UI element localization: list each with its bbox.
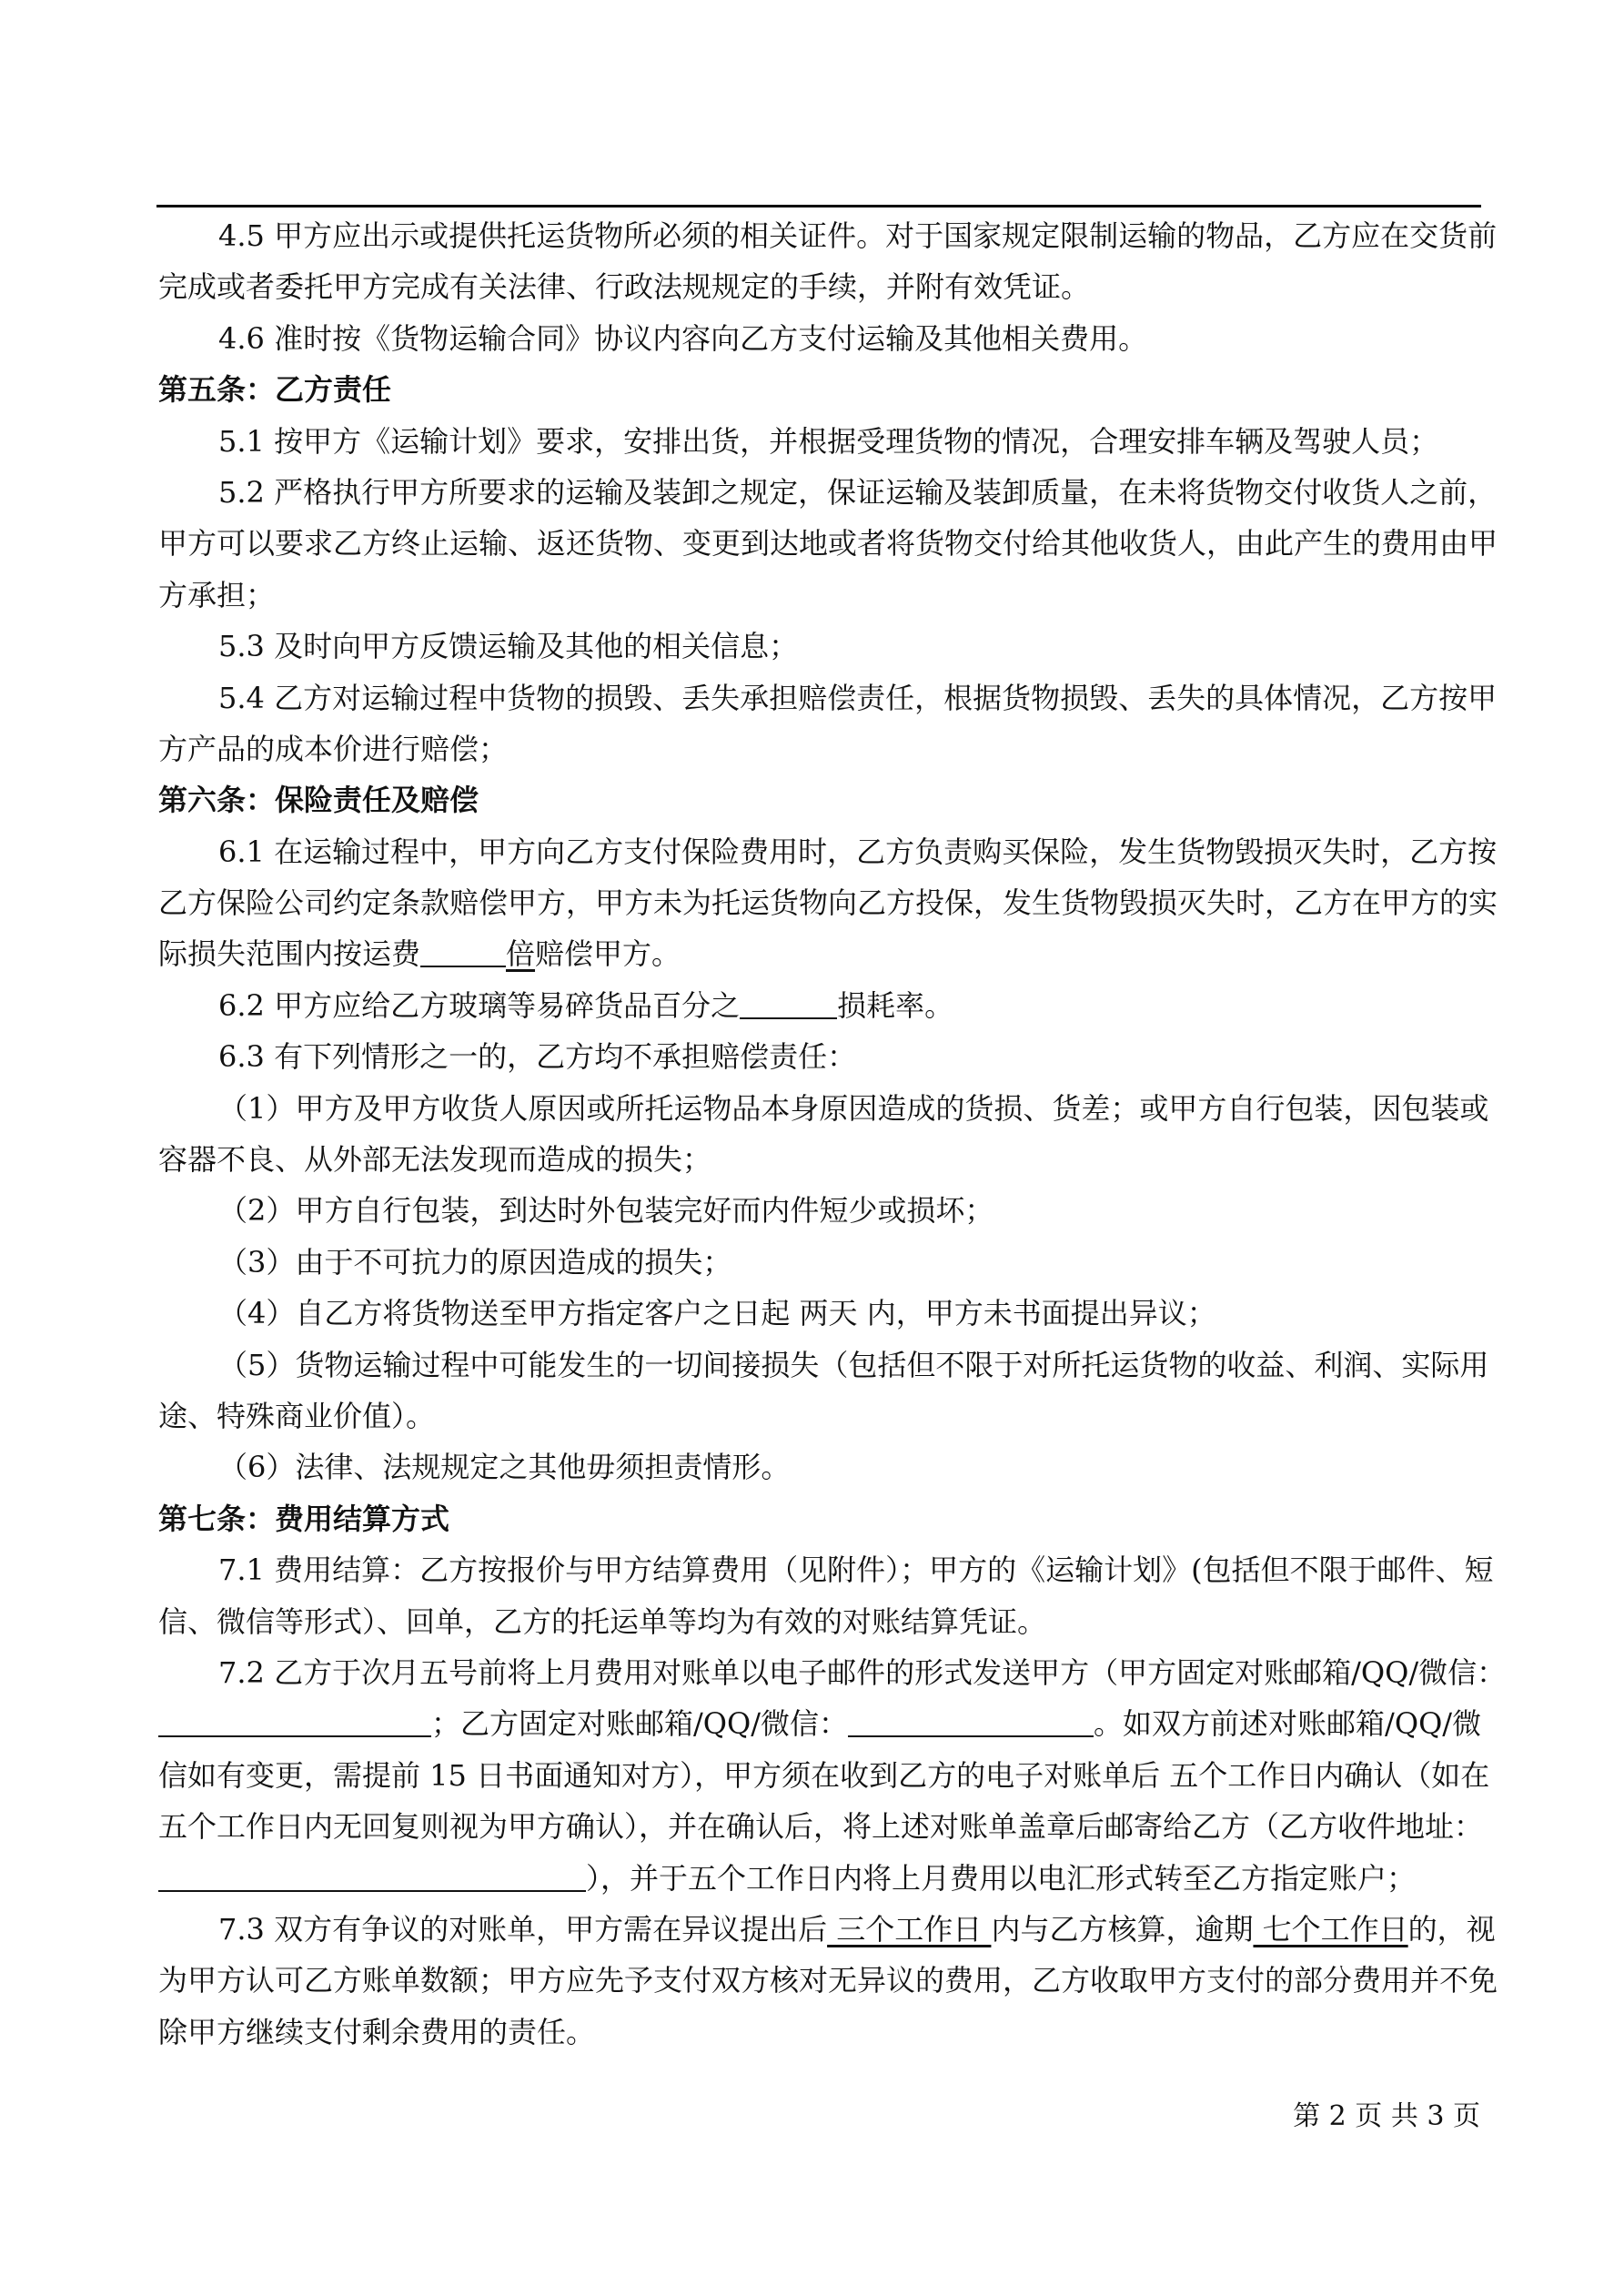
text-segment: 5.2 严格执行甲方所要求的运输及装卸之规定，保证运输及装卸质量，在未将货物交付收货人之前，	[218, 474, 1498, 510]
text-segment: 除甲方继续支付剩余费用的责任。	[158, 2014, 596, 2049]
paragraph-line	[158, 1544, 1494, 1595]
paragraph-line	[158, 1083, 1489, 1134]
text-segment: 5.4 乙方对运输过程中货物的损毁、丢失承担赔偿责任，根据货物损毁、丢失的具体情况，乙方按甲	[218, 680, 1498, 715]
text-segment: 6.1 在运输过程中，甲方向乙方支付保险费用时，乙方负责购买保险，发生货物毁损灭失时，乙方按	[218, 834, 1498, 869]
text-segment: （1）甲方及甲方收货人原因或所托运物品本身原因造成的货损、货差；或甲方自行包装，因包装或	[218, 1090, 1489, 1126]
paragraph-line	[158, 621, 1480, 672]
underlined-text: 倍	[506, 936, 536, 972]
paragraph-line	[158, 1596, 1480, 1647]
text-segment: 6.2 甲方应给乙方玻璃等易碎货品百分之	[218, 987, 741, 1023]
text-segment: 第五条：乙方责任	[158, 372, 392, 408]
paragraph-line	[158, 2007, 1480, 2058]
paragraph-line	[158, 1904, 1496, 1955]
paragraph-line	[158, 673, 1498, 723]
text-segment: 乙方保险公司约定条款赔偿甲方，甲方未为托运货物向乙方投保，发生货物毁损灭失时，乙方在甲方的实	[158, 885, 1498, 921]
text-segment: 甲方可以要求乙方终止运输、返还货物、变更到达地或者将货物交付给其他收货人，由此产生的费用由甲	[158, 526, 1498, 561]
paragraph-line	[158, 1750, 1490, 1801]
text-segment: 6.3 有下列情形之一的，乙方均不承担赔偿责任：	[218, 1039, 857, 1075]
text-segment: 损耗率。	[837, 987, 954, 1023]
section-heading	[158, 774, 1480, 825]
fill-in-blank	[848, 1703, 1094, 1737]
paragraph-line	[158, 1647, 1507, 1698]
fill-in-blank	[158, 1857, 586, 1892]
text-segment: 内与乙方核算，逾期	[991, 1911, 1254, 1947]
paragraph-line	[158, 261, 1480, 312]
paragraph-line	[158, 210, 1498, 261]
paragraph-line	[158, 1441, 1480, 1492]
paragraph-line	[158, 826, 1498, 877]
text-segment: （5）货物运输过程中可能发生的一切间接损失（包括但不限于对所托运货物的收益、利润、实际用	[218, 1347, 1489, 1382]
text-segment: 4.5 甲方应出示或提供托运货物所必须的相关证件。对于国家规定限制运输的物品，乙方应在交货前	[218, 218, 1498, 253]
text-segment: 容器不良、从外部无法发现而造成的损失；	[158, 1142, 712, 1178]
paragraph-line	[158, 1801, 1484, 1852]
header-rule	[156, 205, 1481, 207]
text-segment: 五个工作日内无回复则视为甲方确认），并在确认后，将上述对账单盖章后邮寄给乙方（乙方收件地址：	[158, 1809, 1484, 1845]
text-segment: 为甲方认可乙方账单数额；甲方应先予支付双方核对无异议的费用，乙方收取甲方支付的部分费用并不免	[158, 1963, 1498, 1998]
underlined-text: 三个工作日	[827, 1911, 992, 1947]
text-segment: 4.6 准时按《货物运输合同》协议内容向乙方支付运输及其他相关费用。	[218, 320, 1148, 356]
paragraph-line	[158, 1237, 1480, 1288]
text-segment: ），并于五个工作日内将上月费用以电汇形式转至乙方指定账户；	[586, 1860, 1417, 1896]
paragraph-line	[158, 518, 1498, 569]
text-segment: 完成或者委托甲方完成有关法律、行政法规规定的手续，并附有效凭证。	[158, 269, 1091, 305]
paragraph-line	[158, 1698, 1480, 1749]
text-segment: （6）法律、法规规定之其他毋须担责情形。	[218, 1450, 791, 1485]
paragraph-line	[158, 416, 1480, 467]
paragraph-line	[158, 1288, 1480, 1339]
page-number: 第 2 页 共 3 页	[1293, 2100, 1480, 2132]
paragraph-line	[158, 980, 1480, 1031]
section-heading	[158, 364, 1480, 415]
paragraph-line	[158, 1185, 1480, 1236]
text-segment: 7.2 乙方于次月五号前将上月费用对账单以电子邮件的形式发送甲方（甲方固定对账邮箱/QQ/微信：	[218, 1654, 1507, 1690]
document-body	[158, 210, 1507, 2058]
text-segment: 途、特殊商业价值）。	[158, 1398, 436, 1433]
text-segment: 。如双方前述对账邮箱/QQ/微	[1094, 1706, 1482, 1742]
paragraph-line	[158, 467, 1498, 518]
text-segment: 5.1 按甲方《运输计划》要求，安排出货，并根据受理货物的情况，合理安排车辆及驾驶人员；	[218, 423, 1439, 459]
paragraph-line	[158, 1031, 1480, 1082]
section-heading	[158, 1493, 1480, 1544]
text-segment: 第六条：保险责任及赔偿	[158, 783, 479, 818]
text-segment: （2）甲方自行包装，到达时外包装完好而内件短少或损坏；	[218, 1193, 994, 1229]
text-segment: 方产品的成本价进行赔偿；	[158, 731, 509, 766]
paragraph-line	[158, 877, 1498, 928]
text-segment: 赔偿甲方。	[535, 936, 681, 972]
text-segment: 际损失范围内按运费	[158, 936, 421, 972]
paragraph-line	[158, 1391, 1480, 1441]
paragraph-line	[158, 313, 1480, 364]
paragraph-line	[158, 570, 1480, 621]
text-segment: ；乙方固定对账邮箱/QQ/微信：	[431, 1706, 849, 1742]
text-segment: （3）由于不可抗力的原因造成的损失；	[218, 1244, 732, 1279]
text-segment: 的，视	[1407, 1911, 1496, 1947]
fill-in-blank	[740, 985, 837, 1019]
text-segment: 第七条：费用结算方式	[158, 1501, 450, 1536]
text-segment: 方承担；	[158, 577, 276, 612]
underlined-text: 七个工作日	[1253, 1911, 1408, 1947]
paragraph-line	[158, 928, 1480, 979]
paragraph-line	[158, 1340, 1489, 1391]
text-segment: 信、微信等形式）、回单，乙方的托运单等均为有效的对账结算凭证。	[158, 1603, 1047, 1639]
paragraph-line	[158, 723, 1480, 774]
paragraph-line	[158, 1853, 1480, 1904]
fill-in-blank	[420, 933, 506, 967]
paragraph-line	[158, 1134, 1480, 1185]
text-segment: 7.1 费用结算：乙方按报价与甲方结算费用（见附件）；甲方的《运输计划》(包括但不限于邮件、短	[218, 1553, 1494, 1588]
text-segment: 信如有变更，需提前 15 日书面通知对方），甲方须在收到乙方的电子对账单后 五个工作日内确认（如在	[158, 1757, 1490, 1793]
text-segment: 5.3 及时向甲方反馈运输及其他的相关信息；	[218, 629, 799, 664]
text-segment: （4）自乙方将货物送至甲方指定客户之日起 两天 内，甲方未书面提出异议；	[218, 1296, 1216, 1331]
text-segment: 7.3 双方有争议的对账单，甲方需在异议提出后	[218, 1911, 828, 1947]
paragraph-line	[158, 1955, 1498, 2006]
fill-in-blank	[158, 1703, 431, 1737]
